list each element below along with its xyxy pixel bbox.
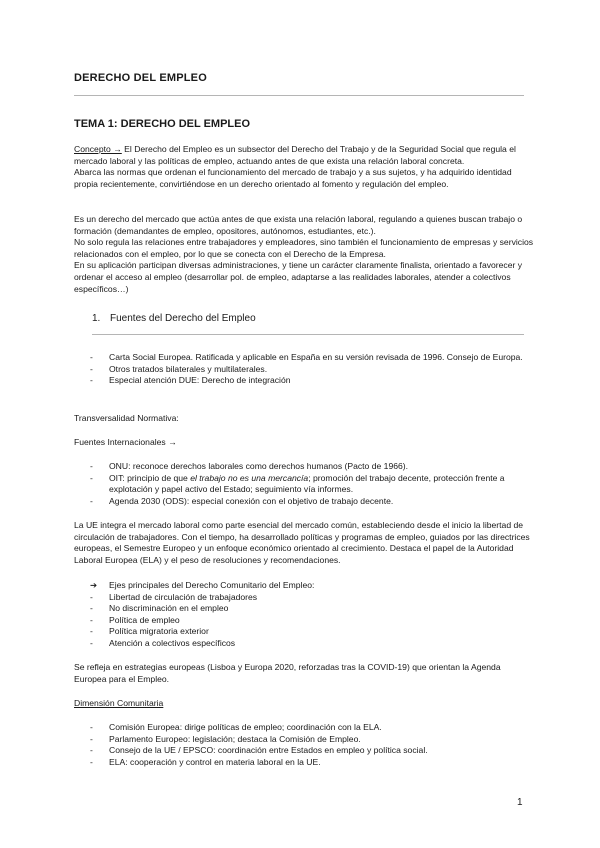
list-item: - Parlamento Europeo: legislación; destaca la Comisión de Empleo. xyxy=(90,733,361,744)
section-title: Fuentes del Derecho del Empleo xyxy=(110,313,256,324)
ejes-list xyxy=(88,580,534,650)
title-divider xyxy=(74,95,524,96)
list-item: - Comisión Europea: dirige políticas de empleo; coordinación con la ELA. xyxy=(90,722,382,732)
dash-marker: - xyxy=(90,603,93,614)
mercado-line-1: Es un derecho del mercado que actúa antes de que exista una relación laboral, regulando a quienes buscan trabajo o formación (demandantes de empleo, opositores, autónomos, estudiantes, etc.). xyxy=(74,214,523,236)
concepto-paragraph xyxy=(74,144,534,190)
concepto-text: El Derecho del Empleo es un subsector del Derecho del Trabajo y de la Seguridad Social que regula el mercado laboral y las políticas de empleo, actuando antes de que exista una relación laboral concreta. xyxy=(74,144,516,166)
ue-paragraph: La UE integra el mercado laboral como parte esencial del mercado común, estableciendo desde el inicio la libertad de circulación de trabajadores. Con el tiempo, ha desarrollado políticas y programas de empleo, guiados por las directrices europeas, el Semestre Europeo y un enfoque económico orientado al crecimiento. Destaca el papel de la Autoridad Laboral Europea (ELA) y el peso de resoluciones y recomendaciones. xyxy=(74,520,530,565)
section-heading-fuentes xyxy=(92,313,256,324)
mercado-line-3: En su aplicación participan diversas administraciones, y tiene un carácter claramente finalista, orientado a favorecer y ordenar el acceso al empleo (desarrollar pol. de empleo, adaptarse a las realidades laborales, atender a colectivos específicos…) xyxy=(74,260,523,294)
dash-marker: - xyxy=(90,626,93,637)
dash-marker: - xyxy=(90,495,93,506)
dash-marker: - xyxy=(90,472,93,483)
list-item: - Agenda 2030 (ODS): especial conexión con el objetivo de trabajo decente. xyxy=(90,495,394,506)
list-item: - Libertad de circulación de trabajadores xyxy=(90,591,258,602)
page-number: 1 xyxy=(517,797,523,808)
dash-marker: - xyxy=(90,733,93,744)
arrow-icon: ➔ xyxy=(90,580,98,590)
dimension-list xyxy=(88,722,534,768)
concepto-text-2: Abarca las normas que ordenan el funcionamiento del mercado de trabajo y a sus sujetos, y ha adquirido identidad propia recientemente, convirtiéndose en un derecho orientado al fomento y regulación del empleo. xyxy=(74,167,512,189)
dash-marker: - xyxy=(90,722,93,732)
dash-marker: - xyxy=(90,745,93,756)
list-item: - Política migratoria exterior xyxy=(90,626,209,637)
tema-title: TEMA 1: DERECHO DEL EMPLEO xyxy=(74,118,251,130)
section-number: 1. xyxy=(92,313,101,324)
list-item-heading: ➔ Ejes principales del Derecho Comunitario del Empleo: xyxy=(90,580,315,590)
dash-marker: - xyxy=(90,461,93,471)
dash-marker: - xyxy=(90,352,93,362)
list-item: - Consejo de la UE / EPSCO: coordinación entre Estados en empleo y política social. xyxy=(90,745,428,756)
list-item: - ELA: cooperación y control en materia laboral en la UE. xyxy=(90,756,321,767)
mercado-paragraph xyxy=(74,214,534,295)
document-title: DERECHO DEL EMPLEO xyxy=(74,72,207,84)
list-item: - Otros tratados bilaterales y multilaterales. xyxy=(90,363,268,374)
dash-marker: - xyxy=(90,637,93,648)
estrategias-paragraph: Se refleja en estrategias europeas (Lisboa y Europa 2020, reforzadas tras la COVID-19) que orientan la Agenda Europea para el Empleo. xyxy=(74,662,501,684)
list-item: - Especial atención DUE: Derecho de integración xyxy=(90,375,291,386)
dash-marker: - xyxy=(90,363,93,374)
section-divider xyxy=(92,334,524,335)
list-item: - ONU: reconoce derechos laborales como derechos humanos (Pacto de 1966). xyxy=(90,461,409,471)
fuentes-list xyxy=(88,352,534,387)
list-item: - Atención a colectivos específicos xyxy=(90,637,236,648)
transversalidad-label: Transversalidad Normativa: xyxy=(74,413,179,423)
mercado-line-2: No solo regula las relaciones entre trabajadores y empleadores, sino también el funcionamiento de empresas y servicios relacionados con el empleo, por lo que se conecta con el Derecho de la Empresa. xyxy=(74,237,534,259)
internacionales-list xyxy=(88,461,534,507)
list-item: - OIT: principio de que el trabajo no es una mercancía; promoción del trabajo decente, protección frente a explotación y papel activo del Estado; seguimiento vía informes. xyxy=(90,472,505,495)
dash-marker: - xyxy=(90,591,93,602)
dimension-comunitaria-label: Dimensión Comunitaria xyxy=(74,698,164,708)
concepto-label: Concepto → xyxy=(74,144,122,154)
dash-marker: - xyxy=(90,756,93,767)
list-item: - Carta Social Europea. Ratificada y aplicable en España en su versión revisada de 1996. Consejo de Europa. xyxy=(90,352,523,362)
list-item: - No discriminación en el empleo xyxy=(90,603,229,614)
dash-marker: - xyxy=(90,375,93,386)
list-item: - Política de empleo xyxy=(90,614,180,625)
fuentes-internacionales-label: Fuentes Internacionales → xyxy=(74,437,177,447)
dash-marker: - xyxy=(90,614,93,625)
